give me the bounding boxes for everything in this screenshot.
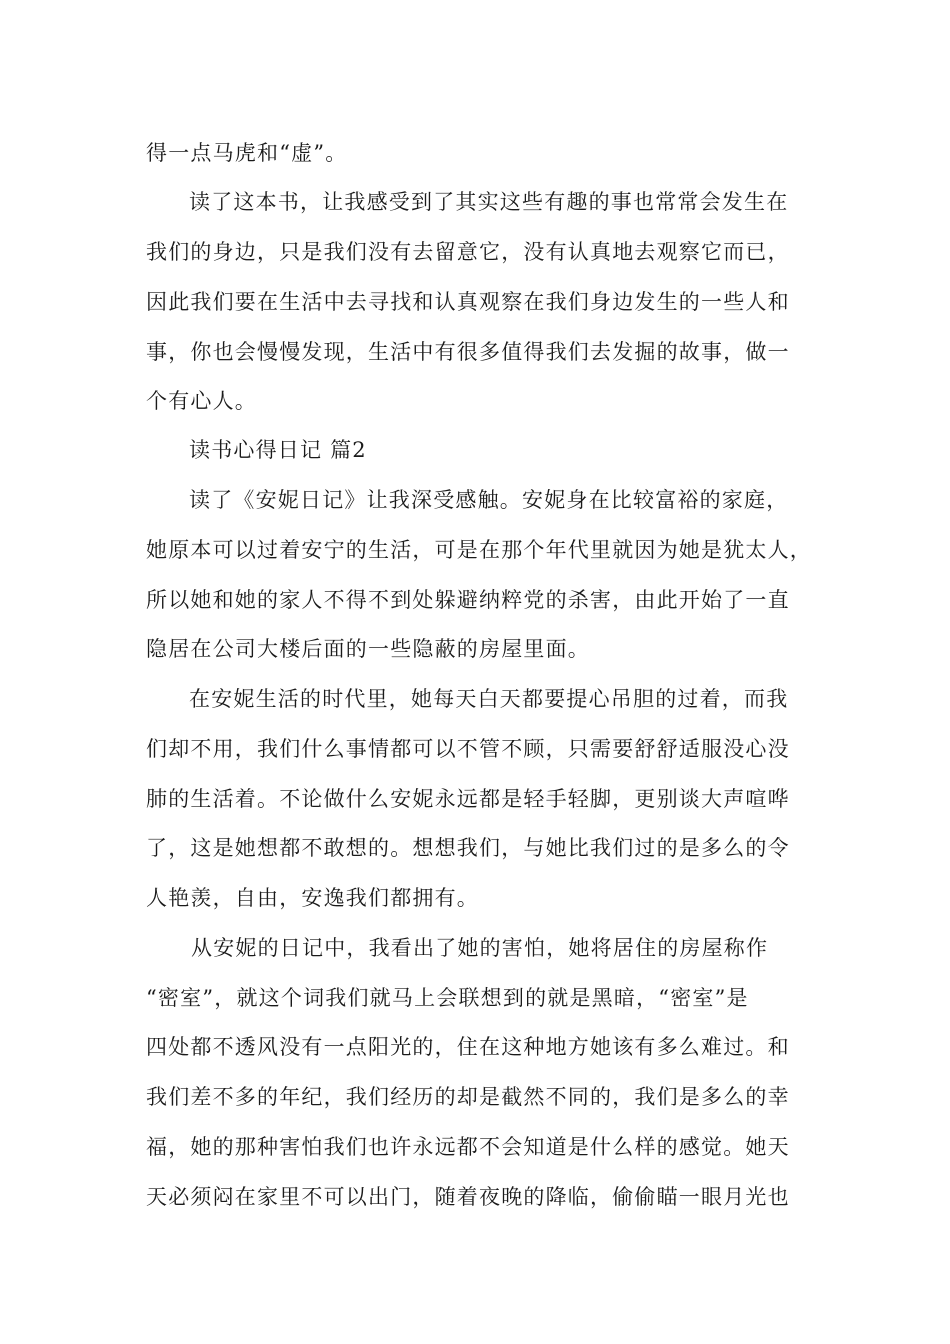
text-line: 事，你也会慢慢发现，生活中有很多值得我们去发掘的故事，做一 (146, 340, 790, 364)
text-line: 读了《安妮日记》让我深受感触。安妮身在比较富裕的家庭， (189, 488, 789, 512)
text-line: 隐居在公司大楼后面的一些隐蔽的房屋里面。 (146, 637, 590, 661)
text-line: 从安妮的日记中，我看出了她的害怕，她将居住的房屋称作 (191, 936, 769, 960)
text-line: 得一点马虎和“虚”。 (146, 141, 348, 165)
text-line: 四处都不透风没有一点阳光的，住在这种地方她该有多么难过。和 (146, 1035, 790, 1059)
text-line: 了，这是她想都不敢想的。想想我们，与她比我们过的是多么的令 (146, 836, 790, 860)
text-line: 人艳羡，自由，安逸我们都拥有。 (146, 886, 479, 910)
text-line: 她原本可以过着安宁的生活，可是在那个年代里就因为她是犹太人， (146, 538, 812, 562)
text-line: 因此我们要在生活中去寻找和认真观察在我们身边发生的一些人和 (146, 290, 790, 314)
text-line: 们却不用，我们什么事情都可以不管不顾，只需要舒舒适服没心没 (146, 737, 790, 761)
text-line: 在安妮生活的时代里，她每天白天都要提心吊胆的过着，而我 (189, 687, 789, 711)
text-line: 读了这本书，让我感受到了其实这些有趣的事也常常会发生在 (189, 190, 789, 214)
text-line: 个有心人。 (146, 389, 257, 413)
section-heading: 读书心得日记 篇2 (189, 438, 367, 462)
text-line: “密室”，就这个词我们就马上会联想到的就是黑暗，“密室”是 (146, 986, 749, 1010)
text-line: 我们的身边，只是我们没有去留意它，没有认真地去观察它而已， (146, 240, 790, 264)
text-line: 肺的生活着。不论做什么安妮永远都是轻手轻脚，更别谈大声喧哗 (146, 787, 790, 811)
text-line: 所以她和她的家人不得不到处躲避纳粹党的杀害，由此开始了一直 (146, 588, 790, 612)
text-line: 我们差不多的年纪，我们经历的却是截然不同的，我们是多么的幸 (146, 1085, 790, 1109)
text-line: 福，她的那种害怕我们也许永远都不会知道是什么样的感觉。她天 (146, 1135, 790, 1159)
text-line: 天必须闷在家里不可以出门，随着夜晚的降临，偷偷瞄一眼月光也 (146, 1185, 790, 1209)
